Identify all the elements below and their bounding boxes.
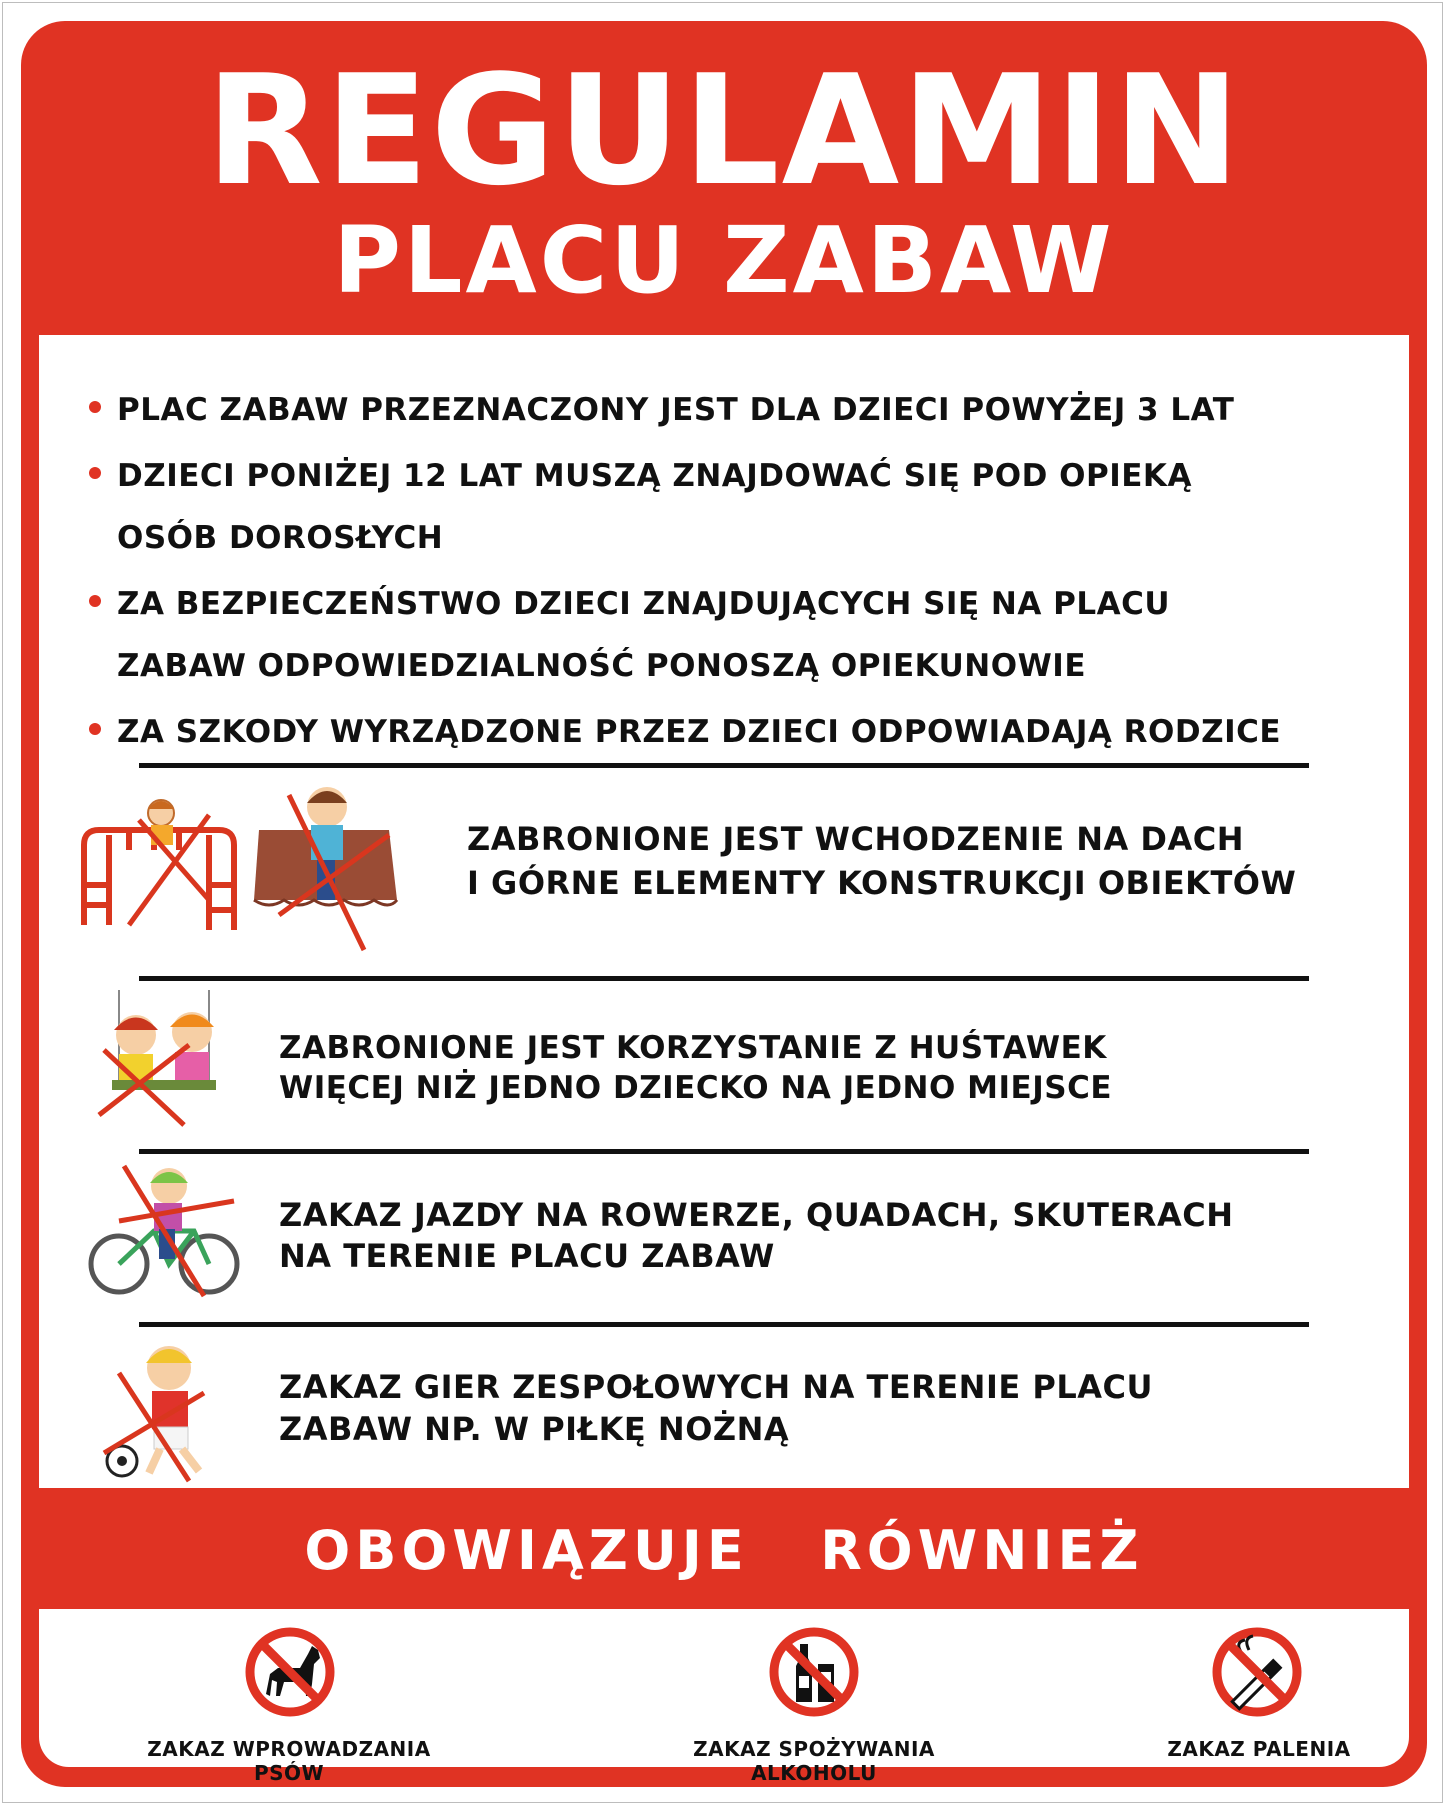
sign-subtitle: PLACU ZABAW [333, 207, 1115, 314]
symbol-label: ZAKAZ PALENIA [1167, 1737, 1351, 1761]
rule-text: DZIECI PONIŻEJ 12 LAT MUSZĄ ZNAJDOWAĆ SIĘ POD OPIEKĄ [117, 458, 1192, 494]
rule-text: ZA BEZPIECZEŃSTWO DZIECI ZNAJDUJĄCYCH SIĘ NA PLACU [117, 586, 1171, 622]
rule-item [89, 379, 1409, 441]
divider [139, 763, 1309, 768]
prohibition-text: ZAKAZ GIER ZESPOŁOWYCH NA TERENIE PLACU ZABAW NP. W PIŁKĘ NOŻNĄ [279, 1368, 1153, 1448]
bicycle-crossed-icon [84, 1161, 244, 1301]
general-rules-list [89, 379, 1409, 767]
climbing-frame-crossed-icon [69, 775, 399, 955]
bullet-icon [89, 401, 101, 413]
regulations-sign [21, 21, 1427, 1787]
divider [139, 1322, 1309, 1327]
symbols-panel [39, 1609, 1409, 1785]
sign-title: REGULAMIN [205, 42, 1243, 219]
no-alcohol-icon [766, 1624, 862, 1720]
rule-item [89, 445, 1409, 569]
prohibition-text: ZABRONIONE JEST WCHODZENIE NA DACH I GÓRNE ELEMENTY KONSTRUKCJI OBIEKTÓW [467, 820, 1297, 902]
football-crossed-icon [94, 1333, 234, 1483]
rule-text: ZA SZKODY WYRZĄDZONE PRZEZ DZIECI ODPOWIADAJĄ RODZICE [117, 714, 1282, 750]
swing-two-children-crossed-icon [84, 990, 244, 1130]
rules-panel [39, 335, 1409, 1488]
rule-text: ZABAW ODPOWIEDZIALNOŚĆ PONOSZĄ OPIEKUNOWIE [117, 648, 1086, 684]
rule-item [89, 573, 1409, 697]
divider [139, 1149, 1309, 1154]
divider [139, 976, 1309, 981]
symbol-label: ZAKAZ SPOŻYWANIA ALKOHOLU [693, 1737, 935, 1785]
also-applies-heading: OBOWIĄZUJE RÓWNIEŻ [304, 1519, 1144, 1582]
prohibition-text: ZABRONIONE JEST KORZYSTANIE Z HUŚTAWEK WIĘCEJ NIŻ JEDNO DZIECKO NA JEDNO MIEJSCE [279, 1030, 1112, 1106]
prohibition-text: ZAKAZ JAZDY NA ROWERZE, QUADACH, SKUTERACH NA TERENIE PLACU ZABAW [279, 1196, 1234, 1275]
rule-text: OSÓB DOROSŁYCH [117, 520, 444, 556]
bullet-icon [89, 467, 101, 479]
rule-item [89, 701, 1409, 763]
bullet-icon [89, 595, 101, 607]
bullet-icon [89, 723, 101, 735]
no-smoking-icon [1209, 1624, 1305, 1720]
no-dogs-icon [242, 1624, 338, 1720]
rule-text: PLAC ZABAW PRZEZNACZONY JEST DLA DZIECI POWYŻEJ 3 LAT [117, 392, 1235, 428]
symbol-label: ZAKAZ WPROWADZANIA PSÓW [147, 1737, 431, 1785]
